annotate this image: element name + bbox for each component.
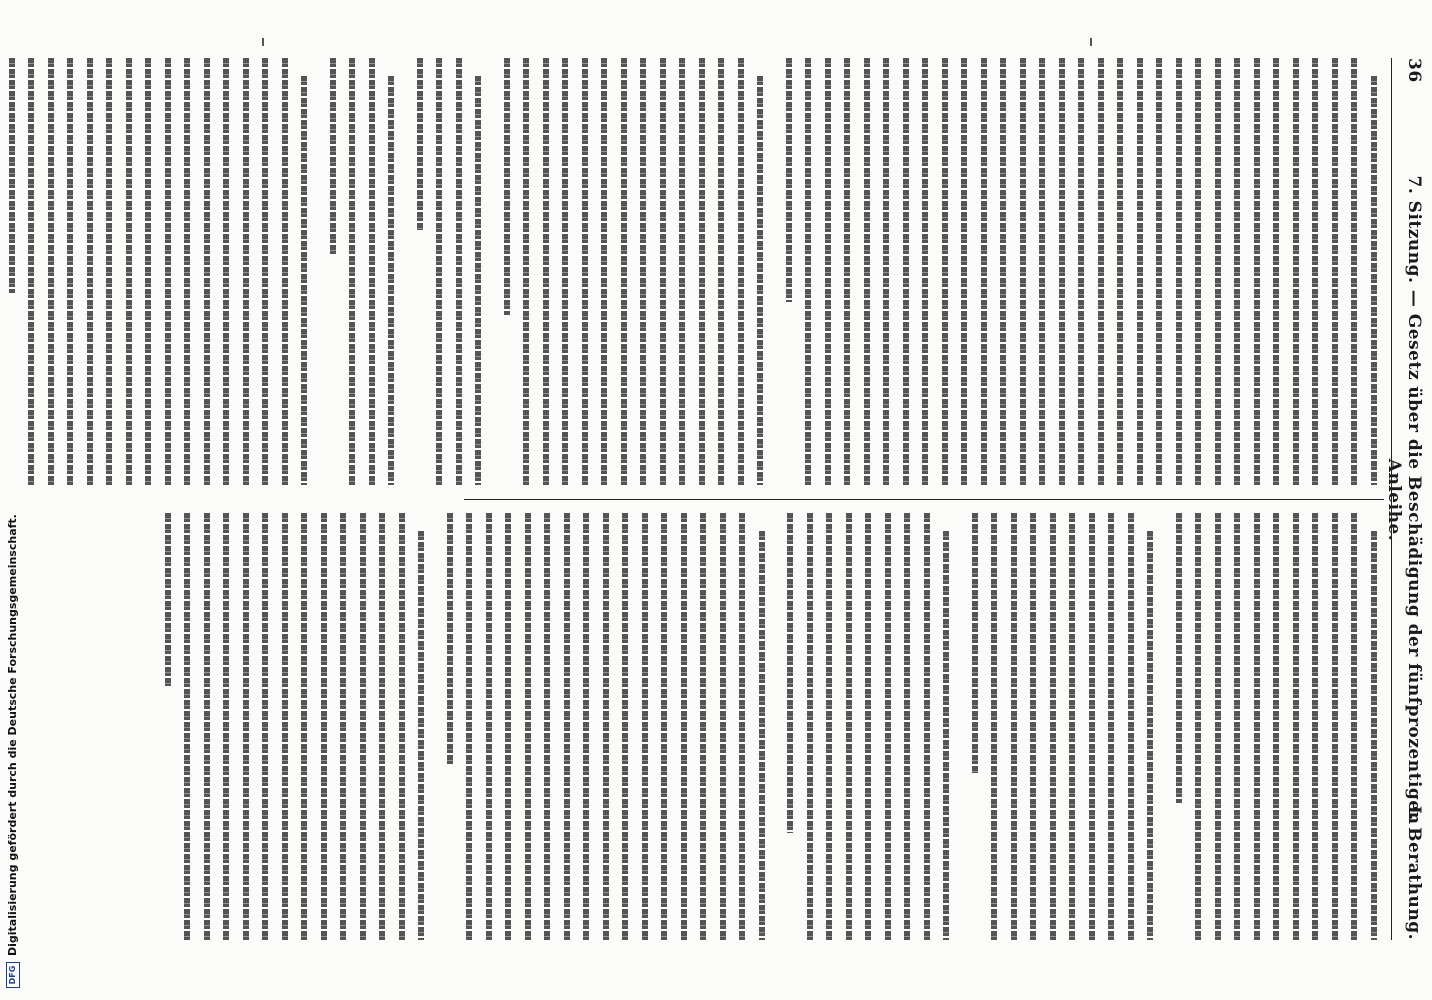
illegible-text-stroke [1031,513,1037,940]
text-line [159,513,179,940]
illegible-text-stroke [1157,58,1163,485]
illegible-text-stroke [543,58,549,485]
illegible-text-stroke [185,58,191,485]
text-line [1365,513,1385,940]
text-line [1209,58,1229,485]
illegible-text-stroke [1109,513,1115,940]
illegible-text-stroke [864,58,870,485]
illegible-text-stroke [827,513,833,940]
text-line [120,58,140,485]
dfg-logo: DFG [6,962,20,988]
paragraph-gap [402,58,411,485]
paragraph-gap [315,58,324,485]
illegible-text-stroke [1011,513,1017,940]
illegible-text-stroke [621,58,627,485]
text-line [343,58,363,485]
running-head-section: I. Berathung. [1404,805,1424,940]
illegible-text-stroke [1371,531,1377,940]
text-line [460,513,480,940]
text-line [576,58,596,485]
text-line [22,58,42,485]
illegible-text-stroke [68,58,74,485]
text-line [615,58,635,485]
illegible-text-stroke [87,58,93,485]
illegible-text-stroke [1089,513,1095,940]
illegible-text-stroke [719,58,725,485]
text-line [1005,513,1025,940]
illegible-text-stroke [1196,513,1202,940]
illegible-text-stroke [263,58,269,485]
text-line [859,513,879,940]
text-line [217,58,237,485]
column-divider [464,499,1384,500]
text-line [577,513,597,940]
illegible-text-stroke [845,58,851,485]
illegible-text-stroke [1070,513,1076,940]
text-line [1072,58,1092,485]
text-line [1189,58,1209,485]
text-line [382,58,402,485]
text-line [1053,58,1073,485]
illegible-text-stroke [545,513,551,940]
text-line [1345,513,1365,940]
text-line [81,58,101,485]
text-line [937,513,957,940]
text-line [1326,513,1346,940]
illegible-text-stroke [981,58,987,485]
illegible-text-stroke [866,513,872,940]
text-line [373,513,393,940]
text-line [558,513,578,940]
illegible-text-stroke [467,513,473,940]
illegible-text-stroke [1128,513,1134,940]
text-line [498,58,518,485]
illegible-text-stroke [447,513,453,765]
text-line [412,513,432,940]
credit-text: Digitalisierung gefördert durch die Deutsche Forschungsgemeinschaft. [6,514,19,956]
illegible-text-stroke [107,58,113,485]
illegible-text-stroke [885,513,891,940]
illegible-text-stroke [350,58,356,485]
text-line [517,58,537,485]
illegible-text-stroke [504,58,510,315]
illegible-text-stroke [972,513,978,773]
illegible-text-stroke [758,76,764,485]
illegible-text-stroke [341,513,347,940]
illegible-text-stroke [602,58,608,485]
illegible-text-stroke [1176,58,1182,485]
text-line [159,58,179,485]
text-line [256,58,276,485]
paragraph-gap [1161,513,1170,940]
illegible-text-stroke [302,76,308,485]
text-line [538,513,558,940]
running-head [1384,0,1424,1000]
text-line [838,58,858,485]
illegible-text-stroke [165,58,171,485]
illegible-text-stroke [1313,513,1319,940]
illegible-text-stroke [660,58,666,485]
text-line [441,513,461,940]
illegible-text-stroke [1352,58,1358,485]
text-line [217,513,237,940]
text-line [42,58,62,485]
text-line [714,513,734,940]
text-line [655,513,675,940]
text-line [966,513,986,940]
illegible-text-stroke [603,513,609,940]
scan-speck [262,38,264,46]
text-line [1150,58,1170,485]
illegible-text-stroke [204,513,210,940]
text-line [256,513,276,940]
text-line [1170,513,1190,940]
text-line [732,58,752,485]
text-line [1326,58,1346,485]
illegible-text-stroke [437,58,443,485]
illegible-text-stroke [1098,58,1104,485]
illegible-text-stroke [1118,58,1124,485]
illegible-text-stroke [807,513,813,940]
text-line [295,513,315,940]
text-line [315,513,335,940]
illegible-text-stroke [380,513,386,940]
illegible-text-stroke [369,58,375,485]
illegible-text-stroke [399,513,405,940]
text-line [595,58,615,485]
illegible-text-stroke [825,58,831,485]
text-line [411,58,431,485]
illegible-text-stroke [204,58,210,485]
text-line [1306,513,1326,940]
text-line [693,58,713,485]
text-line [616,513,636,940]
paragraph-gap [771,58,780,485]
text-line [840,513,860,940]
illegible-text-stroke [1313,58,1319,485]
text-line [751,58,771,485]
text-line [1033,58,1053,485]
illegible-text-stroke [224,513,230,940]
illegible-text-stroke [1040,58,1046,485]
illegible-text-stroke [1020,58,1026,485]
illegible-text-stroke [740,513,746,940]
illegible-text-stroke [924,513,930,940]
text-line [879,513,899,940]
illegible-text-stroke [564,513,570,940]
text-line [469,58,489,485]
illegible-text-stroke [1293,513,1299,940]
text-line [393,513,413,940]
text-line [819,58,839,485]
illegible-text-stroke [224,58,230,485]
text-line [354,513,374,940]
illegible-text-stroke [476,76,482,485]
text-line [1044,513,1064,940]
text-line [480,513,500,940]
text-line [139,58,159,485]
scan-speck [1090,38,1092,46]
text-line [1267,58,1287,485]
illegible-text-stroke [582,58,588,485]
text-line [178,58,198,485]
illegible-text-stroke [506,513,512,940]
illegible-text-stroke [1274,513,1280,940]
text-line [897,58,917,485]
illegible-text-stroke [1001,58,1007,485]
illegible-text-stroke [1059,58,1065,485]
text-line [1306,58,1326,485]
illegible-text-stroke [146,58,152,485]
text-line [1131,58,1151,485]
illegible-text-stroke [884,58,890,485]
text-line [1024,513,1044,940]
text-line [276,58,296,485]
illegible-text-stroke [282,58,288,485]
text-line [430,58,450,485]
text-line [1287,58,1307,485]
paragraph-gap [772,513,781,940]
text-line [955,58,975,485]
illegible-text-stroke [486,513,492,940]
right-column [24,513,1384,940]
illegible-text-stroke [944,531,950,940]
illegible-text-stroke [1332,513,1338,940]
illegible-text-stroke [923,58,929,485]
illegible-text-stroke [662,513,668,940]
illegible-text-stroke [1137,58,1143,485]
illegible-text-stroke [584,513,590,940]
illegible-text-stroke [1235,58,1241,485]
illegible-text-stroke [1215,513,1221,940]
illegible-text-stroke [243,513,249,940]
text-line [237,513,257,940]
illegible-text-stroke [1274,58,1280,485]
paragraph-gap [432,513,441,940]
illegible-text-stroke [992,513,998,940]
text-line [1102,513,1122,940]
text-line [916,58,936,485]
illegible-text-stroke [1079,58,1085,485]
text-line [985,513,1005,940]
illegible-text-stroke [1371,76,1377,485]
text-line [1170,58,1190,485]
illegible-text-stroke [623,513,629,940]
illegible-text-stroke [905,513,911,940]
text-line [276,513,296,940]
text-line [1248,58,1268,485]
text-line [178,513,198,940]
illegible-text-stroke [419,531,425,940]
illegible-text-stroke [786,58,792,302]
text-line [1209,513,1229,940]
illegible-text-stroke [1176,513,1182,803]
illegible-text-stroke [524,58,530,485]
text-line [918,513,938,940]
left-column [24,58,1384,485]
illegible-text-stroke [806,58,812,485]
illegible-text-stroke [263,513,269,940]
illegible-text-stroke [1215,58,1221,485]
illegible-text-stroke [165,513,171,686]
text-line [801,513,821,940]
text-line [324,58,344,485]
text-line [1063,513,1083,940]
text-line [556,58,576,485]
illegible-text-stroke [1148,531,1154,940]
text-line [295,58,315,485]
paragraph-gap [489,58,498,485]
illegible-text-stroke [759,531,765,940]
text-line [712,58,732,485]
illegible-text-stroke [962,58,968,485]
illegible-text-stroke [701,513,707,940]
text-line [634,58,654,485]
illegible-text-stroke [1254,513,1260,940]
running-head-title: 7. Sitzung. — Gesetz über die Beschädigung der fünfprozentigen Anleihe. [1384,175,1424,825]
text-line [733,513,753,940]
page-number: 36 [1404,58,1424,83]
illegible-text-stroke [185,513,191,940]
text-line [1092,58,1112,485]
text-line [519,513,539,940]
illegible-text-stroke [720,513,726,940]
illegible-text-stroke [243,58,249,485]
text-line [237,58,257,485]
illegible-text-stroke [699,58,705,485]
text-line [820,513,840,940]
text-line [975,58,995,485]
text-line [936,58,956,485]
illegible-text-stroke [1196,58,1202,485]
illegible-text-stroke [417,58,423,230]
text-line [61,58,81,485]
text-line [1111,58,1131,485]
paragraph-gap [957,513,966,940]
illegible-text-stroke [681,513,687,940]
illegible-text-stroke [1050,513,1056,940]
illegible-text-stroke [1254,58,1260,485]
illegible-text-stroke [642,513,648,940]
text-line [1248,513,1268,940]
illegible-text-stroke [1332,58,1338,485]
text-line [753,513,773,940]
illegible-text-stroke [738,58,744,485]
illegible-text-stroke [903,58,909,485]
text-line [1141,513,1161,940]
text-line [1267,513,1287,940]
text-line [781,513,801,940]
header-rule [1391,58,1392,940]
text-line [694,513,714,940]
illegible-text-stroke [788,513,794,833]
text-line [1365,58,1385,485]
text-columns [24,58,1384,940]
text-line [1189,513,1209,940]
text-line [198,513,218,940]
illegible-text-stroke [942,58,948,485]
illegible-text-stroke [846,513,852,940]
text-line [780,58,800,485]
text-line [673,58,693,485]
text-line [1287,513,1307,940]
illegible-text-stroke [126,58,132,485]
text-line [799,58,819,485]
illegible-text-stroke [321,513,327,940]
text-line [334,513,354,940]
illegible-text-stroke [680,58,686,485]
text-line [1228,58,1248,485]
illegible-text-stroke [29,58,35,485]
text-line [100,58,120,485]
illegible-text-stroke [1352,513,1358,940]
illegible-text-stroke [456,58,462,485]
text-line [994,58,1014,485]
text-line [1014,58,1034,485]
text-line [363,58,383,485]
text-line [597,513,617,940]
text-line [537,58,557,485]
text-line [858,58,878,485]
text-line [1228,513,1248,940]
illegible-text-stroke [282,513,288,940]
text-line [450,58,470,485]
digitization-credit [6,0,22,988]
illegible-text-stroke [1293,58,1299,485]
text-line [1122,513,1142,940]
text-line [654,58,674,485]
illegible-text-stroke [302,513,308,940]
text-line [877,58,897,485]
illegible-text-stroke [48,58,54,485]
illegible-text-stroke [360,513,366,940]
text-line [499,513,519,940]
illegible-text-stroke [389,76,395,485]
illegible-text-stroke [525,513,531,940]
text-line [198,58,218,485]
text-line [675,513,695,940]
text-line [1083,513,1103,940]
text-line [636,513,656,940]
illegible-text-stroke [330,58,336,254]
illegible-text-stroke [1235,513,1241,940]
illegible-text-stroke [563,58,569,485]
illegible-text-stroke [641,58,647,485]
text-line [1345,58,1365,485]
text-line [898,513,918,940]
